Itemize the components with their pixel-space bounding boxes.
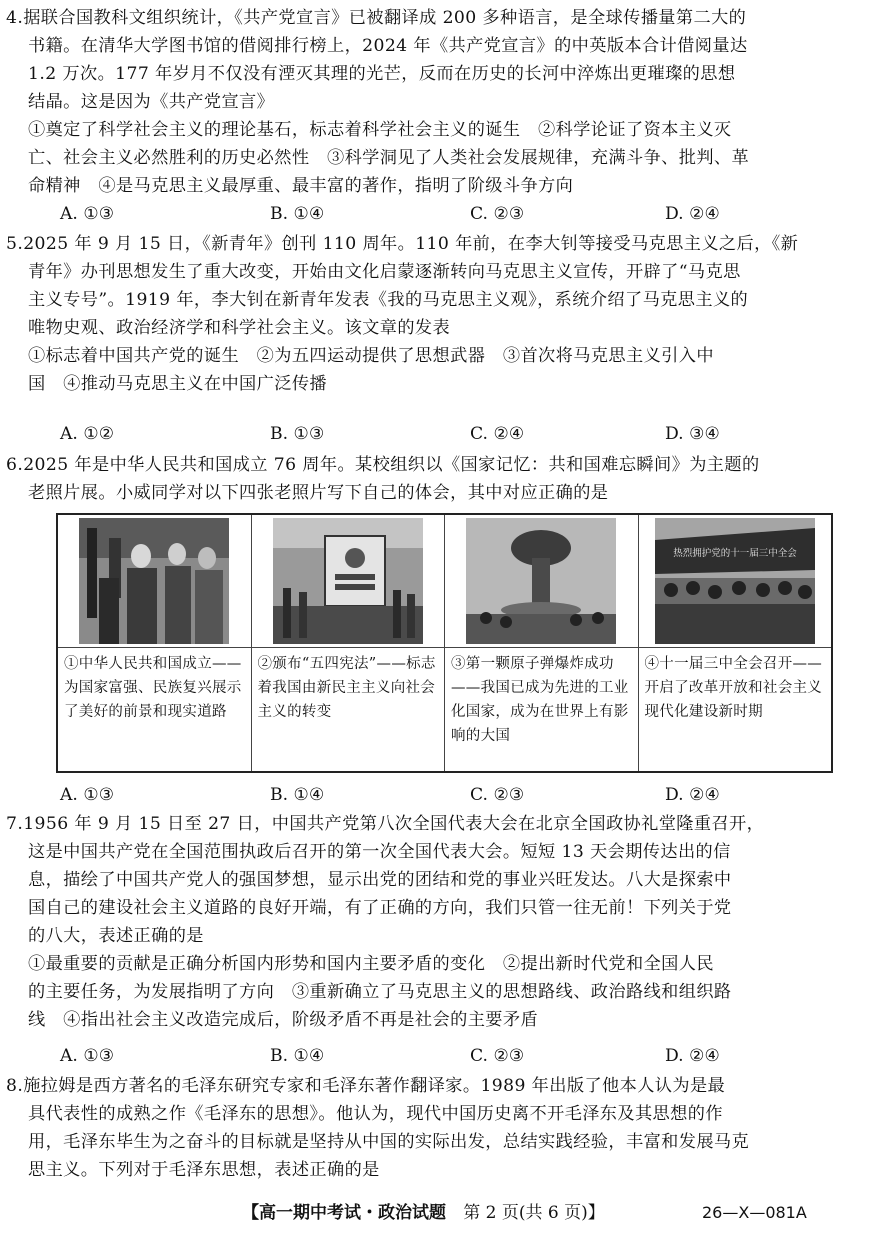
photo-table — [56, 513, 833, 773]
photo-founding-ceremony — [58, 515, 251, 648]
photo-caption-2: ②颁布“五四宪法”——标志着我国由新民主主义向社会主义的转变 — [257, 656, 436, 720]
founding-ceremony-image — [79, 518, 229, 644]
q7-line: 国自己的建设社会主义道路的良好开端，有了正确的方向，我们只管一往无前！下列关于党 — [28, 898, 732, 918]
q4-line: 结晶。这是因为《共产党宣言》 — [28, 92, 275, 112]
q5-option-c[interactable]: C. ②④ — [470, 424, 525, 444]
q4-line: ①奠定了科学社会主义的理论基石，标志着科学社会主义的诞生 ②科学论证了资本主义灭 — [28, 120, 732, 140]
q5-line: 5.2025 年 9 月 15 日，《新青年》创刊 110 周年。110 年前，在李大钊等接受马克思主义之后，《新 — [6, 234, 799, 254]
q7-line: 这是中国共产党在全国范围执政后召开的第一次全国代表大会。短短 13 天会期传达出的信 — [28, 842, 731, 862]
banner-text: 热烈拥护党的十一届三中全会 — [672, 548, 797, 559]
q7-line: 线 ④指出社会主义改造完成后，阶级矛盾不再是社会的主要矛盾 — [28, 1010, 539, 1030]
question-7 — [6, 810, 836, 1034]
constitution-parade-image — [273, 518, 423, 644]
photo-cell-2 — [252, 515, 446, 771]
q4-option-a[interactable]: A. ①③ — [60, 204, 115, 224]
photo-constitution — [252, 515, 445, 648]
photo-cell-4 — [639, 515, 832, 771]
q5-option-b[interactable]: B. ①③ — [270, 424, 325, 444]
q6-line: 老照片展。小威同学对以下四张老照片写下自己的体会，其中对应正确的是 — [28, 483, 609, 503]
mushroom-cloud-image — [466, 518, 616, 644]
q5-options — [60, 420, 840, 448]
q7-line: 的八大，表述正确的是 — [28, 926, 204, 946]
q7-line: 的主要任务，为发展指明了方向 ③重新确立了马克思主义的思想路线、政治路线和组织路 — [28, 982, 732, 1002]
q5-line: 青年》办刊思想发生了重大改变，开始由文化启蒙逐渐转向马克思主义宣传，开辟了“马克思 — [28, 262, 741, 282]
q7-option-b[interactable]: B. ①④ — [270, 1046, 325, 1066]
q5-option-a[interactable]: A. ①② — [60, 424, 115, 444]
photo-third-plenum — [639, 515, 832, 648]
q8-line: 思主义。下列对于毛泽东思想，表述正确的是 — [28, 1160, 380, 1180]
q6-option-a[interactable]: A. ①③ — [60, 785, 115, 805]
q5-line: ①标志着中国共产党的诞生 ②为五四运动提供了思想武器 ③首次将马克思主义引入中 — [28, 346, 714, 366]
q4-option-d[interactable]: D. ②④ — [665, 204, 720, 224]
footer-code: 26—X—081A — [702, 1203, 807, 1222]
question-4 — [6, 4, 836, 200]
photo-caption-1: ①中华人民共和国成立——为国家富强、民族复兴展示了美好的前景和现实道路 — [64, 656, 242, 720]
q7-line: ①最重要的贡献是正确分析国内形势和国内主要矛盾的变化 ②提出新时代党和全国人民 — [28, 954, 714, 974]
footer-exam-title: 【高一期中考试・政治试题 — [242, 1203, 446, 1223]
page-footer — [0, 1198, 870, 1228]
q7-options — [60, 1042, 840, 1070]
q7-option-a[interactable]: A. ①③ — [60, 1046, 115, 1066]
footer-title — [242, 1198, 605, 1228]
question-8 — [6, 1072, 836, 1184]
q4-line: 书籍。在清华大学图书馆的借阅排行榜上，2024 年《共产党宣言》的中英版本合计借阅量达 — [28, 36, 748, 56]
q6-options — [60, 781, 840, 809]
q6-line: 6.2025 年是中华人民共和国成立 76 周年。某校组织以《国家记忆：共和国难忘瞬间》为主题的 — [6, 455, 760, 475]
photo-atomic-bomb — [445, 515, 638, 648]
q7-option-d[interactable]: D. ②④ — [665, 1046, 720, 1066]
q5-line: 唯物史观、政治经济学和科学社会主义。该文章的发表 — [28, 318, 451, 338]
q4-line: 亡、社会主义必然胜利的历史必然性 ③科学洞见了人类社会发展规律，充满斗争、批判、革 — [28, 148, 750, 168]
photo-caption-4: ④十一届三中全会召开——开启了改革开放和社会主义现代化建设新时期 — [644, 656, 823, 720]
question-5 — [6, 230, 836, 398]
q6-option-c[interactable]: C. ②③ — [470, 785, 525, 805]
q8-line: 8.施拉姆是西方著名的毛泽东研究专家和毛泽东著作翻译家。1989 年出版了他本人认为是最 — [6, 1076, 726, 1096]
q4-line: 1.2 万次。177 年岁月不仅没有湮灭其理的光芒，反而在历史的长河中淬炼出更璀璨的思想 — [28, 64, 736, 84]
q8-line: 具代表性的成熟之作《毛泽东的思想》。他认为，现代中国历史离不开毛泽东及其思想的作 — [28, 1104, 723, 1124]
footer-page-number: 第 2 页(共 6 页)】 — [463, 1203, 605, 1223]
photo-cell-3 — [445, 515, 639, 771]
q5-option-d[interactable]: D. ③④ — [665, 424, 720, 444]
question-6 — [6, 451, 836, 507]
q4-line: 4.据联合国教科文组织统计，《共产党宣言》已被翻译成 200 多种语言，是全球传播量第二大的 — [6, 8, 747, 28]
q4-options — [60, 200, 840, 228]
photo-cell-1 — [58, 515, 252, 771]
q7-option-c[interactable]: C. ②③ — [470, 1046, 525, 1066]
q6-option-b[interactable]: B. ①④ — [270, 785, 325, 805]
q5-line: 国 ④推动马克思主义在中国广泛传播 — [28, 374, 327, 394]
q6-option-d[interactable]: D. ②④ — [665, 785, 720, 805]
q8-line: 用，毛泽东毕生为之奋斗的目标就是坚持从中国的实际出发，总结实践经验，丰富和发展马克 — [28, 1132, 750, 1152]
q4-option-c[interactable]: C. ②③ — [470, 204, 525, 224]
q7-line: 息，描绘了中国共产党人的强国梦想，显示出党的团结和党的事业兴旺发达。八大是探索中 — [28, 870, 732, 890]
photo-caption-3: ③第一颗原子弹爆炸成功——我国已成为先进的工业化国家，成为在世界上有影响的大国 — [451, 656, 629, 744]
q4-option-b[interactable]: B. ①④ — [270, 204, 325, 224]
q4-line: 命精神 ④是马克思主义最厚重、最丰富的著作，指明了阶级斗争方向 — [28, 176, 574, 196]
q5-line: 主义专号”。1919 年，李大钊在新青年发表《我的马克思主义观》，系统介绍了马克思主义的 — [28, 290, 749, 310]
q7-line: 7.1956 年 9 月 15 日至 27 日，中国共产党第八次全国代表大会在北京全国政协礼堂隆重召开， — [6, 814, 765, 834]
plenum-rally-image — [655, 518, 815, 644]
